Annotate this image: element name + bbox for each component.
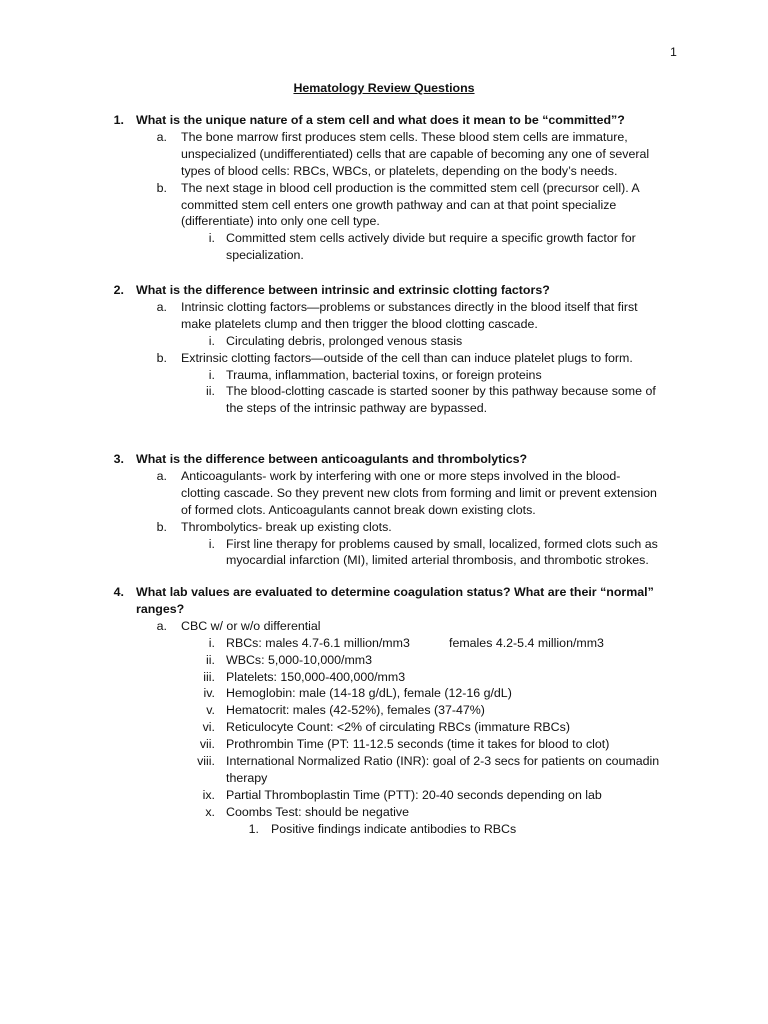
question-4-item-a-sub-6-label: vi. [202, 720, 215, 735]
document-title: Hematology Review Questions [293, 81, 475, 95]
question-4-item-a-sub-8-label: viii. [197, 754, 215, 768]
question-4-text: ranges? [136, 601, 185, 616]
question-4-item-a-sub-9-label: ix. [202, 787, 215, 802]
question-1-item-b-sub-1-text: Committed stem cells actively divide but require a specific growth factor for [226, 231, 636, 246]
question-3-item-a-text: of formed clots. Anticoagulants cannot break down existing clots. [181, 502, 536, 517]
question-4-item-a-sub-8-text: International Normalized Ratio (INR): goal of 2-3 secs for patients on coumadin [226, 754, 660, 768]
question-1-item-b-label: b. [156, 180, 167, 195]
question-4-item-a-sub-4-text: Hemoglobin: male (14-18 g/dL), female (12-16 g/dL) [226, 686, 512, 701]
question-3-item-b-sub-1-text: First line therapy for problems caused by small, localized, formed clots such as [226, 536, 658, 551]
question-4-item-a-sub-10-sub-1-text: Positive findings indicate antibodies to RBCs [271, 821, 517, 836]
question-2-item-a-sub-1-label: i. [208, 333, 215, 348]
question-3-item-b-label: b. [156, 519, 167, 534]
question-4-item-a-text: CBC w/ or w/o differential [181, 618, 321, 633]
question-4-item-a-sub-2-text: WBCs: 5,000-10,000/mm3 [226, 652, 372, 667]
question-1-item-a-text: unspecialized (undifferentiated) cells that are capable of becoming any one of several [181, 146, 650, 161]
question-2-item-b-sub-2-text: The blood-clotting cascade is started sooner by this pathway because some of [226, 384, 656, 399]
question-4-item-a-sub-8-text: therapy [226, 770, 268, 785]
question-1-number: 1. [113, 113, 124, 127]
question-1-item-b-sub-1-label: i. [208, 231, 215, 246]
question-4-item-a-sub-10-label: x. [205, 804, 215, 819]
question-2-item-b-text: Extrinsic clotting factors—outside of the cell than can induce platelet plugs to form. [181, 350, 633, 365]
question-4-item-a-sub-3-text: Platelets: 150,000-400,000/mm3 [226, 669, 406, 684]
question-1-item-a-text: types of blood cells: RBCs, WBCs, or platelets, depending on the body’s needs. [181, 163, 618, 178]
question-1-item-b-text: committed stem cell enters one growth pathway and can at that point specialize [181, 197, 617, 212]
question-4-item-a-sub-4-label: iv. [203, 686, 215, 701]
question-2-item-b-label: b. [156, 350, 167, 365]
question-2-item-a-text: make platelets clump and then trigger the blood clotting cascade. [181, 316, 538, 331]
question-1-item-b-text: (differentiate) into only one cell type. [181, 214, 380, 229]
question-4-item-a-sub-9-text: Partial Thromboplastin Time (PTT): 20-40 seconds depending on lab [226, 787, 602, 802]
question-4-item-a-sub-10-sub-1-label: 1. [248, 821, 259, 836]
question-2-item-b-sub-1-label: i. [208, 367, 215, 382]
question-4-item-a-label: a. [156, 618, 167, 633]
question-4-item-a-sub-7-text: Prothrombin Time (PT: 11-12.5 seconds (time it takes for blood to clot) [226, 737, 610, 752]
question-2-number: 2. [113, 283, 124, 297]
question-4-item-a-sub-1-text: RBCs: males 4.7-6.1 million/mm3 [226, 635, 410, 650]
question-1-item-a-label: a. [156, 129, 167, 144]
question-3-item-b-sub-1-text: myocardial infarction (MI), limited arterial thrombosis, and thrombotic strokes. [226, 553, 649, 568]
question-3-item-a-text: clotting cascade. So they prevent new clots from forming and limit or prevent extension [181, 485, 657, 500]
question-2-item-a-label: a. [156, 299, 167, 314]
question-2-item-b-sub-2-label: ii. [206, 384, 215, 399]
question-1-item-b-text: The next stage in blood cell production is the committed stem cell (precursor cell). A [181, 180, 640, 195]
question-4-item-a-sub-3-label: iii. [203, 669, 215, 684]
question-2-item-b-sub-1-text: Trauma, inflammation, bacterial toxins, or foreign proteins [226, 367, 542, 382]
question-4-text: What lab values are evaluated to determine coagulation status? What are their “normal” [136, 585, 654, 599]
question-4-number: 4. [113, 585, 124, 599]
question-3-text: What is the difference between anticoagulants and thrombolytics? [136, 452, 528, 466]
question-3-item-b-sub-1-label: i. [208, 536, 215, 551]
question-3-item-a-text: Anticoagulants- work by interfering with one or more steps involved in the blood- [181, 468, 621, 483]
question-4-item-a-sub-7-label: vii. [199, 737, 215, 752]
question-3-item-b-text: Thrombolytics- break up existing clots. [181, 519, 392, 534]
page-number: 1 [670, 45, 677, 59]
question-4-item-a-sub-1-label: i. [208, 635, 215, 650]
question-4-item-a-sub-10-text: Coombs Test: should be negative [226, 804, 409, 819]
question-1-item-b-sub-1-text: specialization. [226, 248, 304, 263]
question-2-text: What is the difference between intrinsic and extrinsic clotting factors? [136, 283, 550, 297]
question-1-item-a-text: The bone marrow first produces stem cells. These blood stem cells are immature, [181, 129, 628, 144]
question-2-item-a-sub-1-text: Circulating debris, prolonged venous stasis [226, 333, 463, 348]
question-4-item-a-sub-1-text-extra: females 4.2-5.4 million/mm3 [449, 635, 604, 650]
question-3-item-a-label: a. [156, 468, 167, 483]
question-2-item-a-text: Intrinsic clotting factors—problems or substances directly in the blood itself that first [181, 299, 638, 314]
question-1-text: What is the unique nature of a stem cell and what does it mean to be “committed”? [136, 113, 625, 127]
question-4-item-a-sub-2-label: ii. [206, 652, 215, 667]
question-3-number: 3. [113, 452, 124, 466]
question-4-item-a-sub-6-text: Reticulocyte Count: <2% of circulating RBCs (immature RBCs) [226, 720, 570, 735]
question-2-item-b-sub-2-text: the steps of the intrinsic pathway are bypassed. [226, 401, 488, 416]
question-4-item-a-sub-5-text: Hematocrit: males (42-52%), females (37-47%) [226, 703, 485, 718]
question-4-item-a-sub-5-label: v. [206, 703, 215, 718]
